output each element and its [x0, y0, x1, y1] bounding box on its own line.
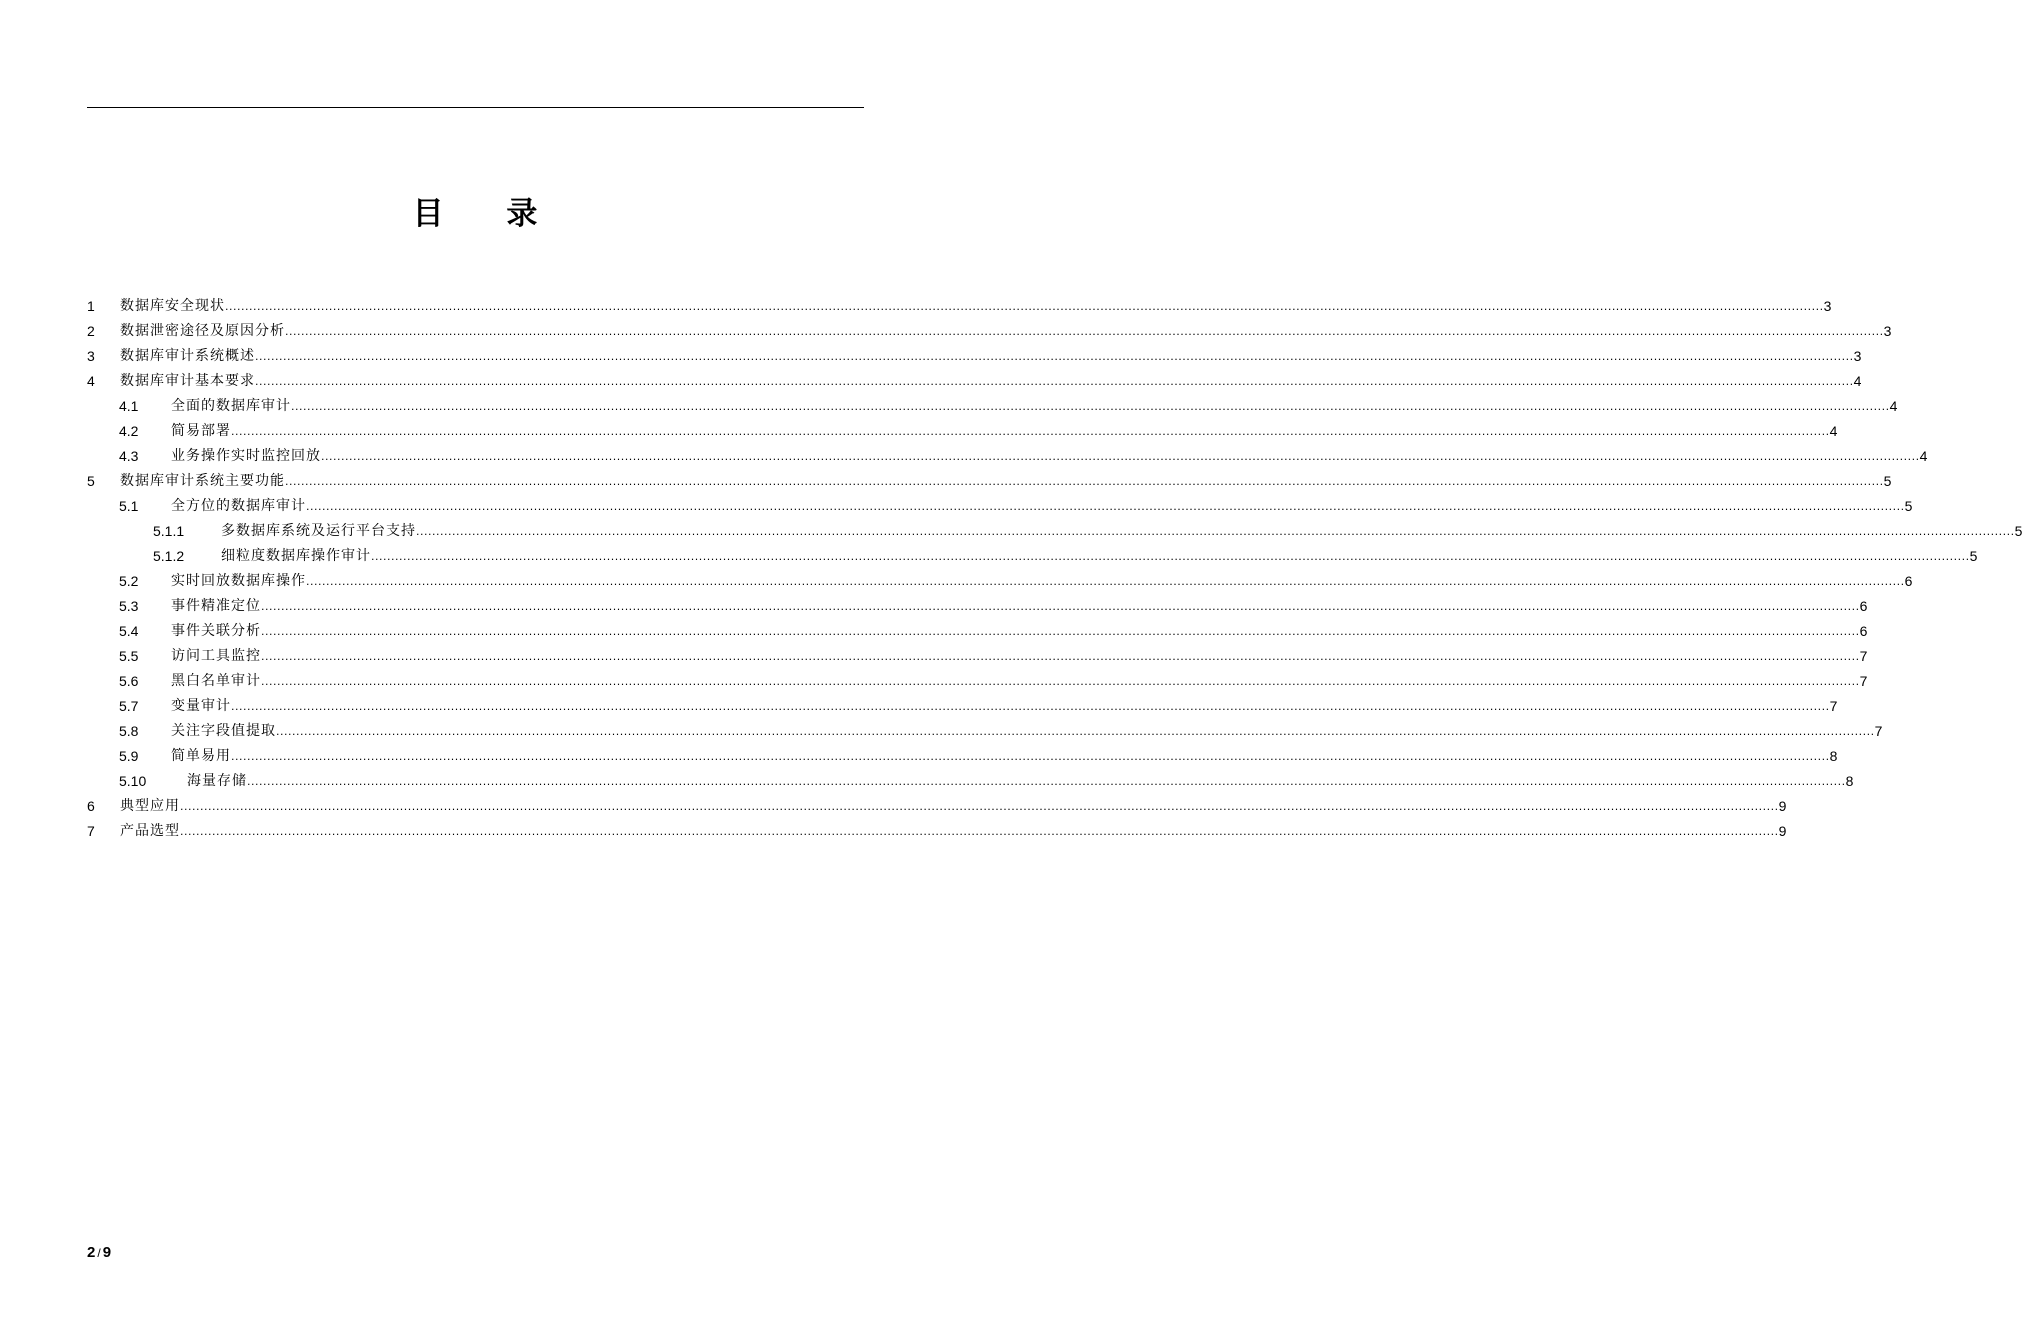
toc-entry-page-number: 7	[1829, 698, 1838, 714]
toc-entry-number: 5.4	[119, 623, 139, 639]
toc-entry-line	[171, 494, 1913, 519]
toc-entry[interactable]	[87, 744, 1838, 769]
toc-entry-line	[120, 294, 1832, 319]
toc-entry-title: 实时回放数据库操作	[171, 573, 306, 589]
toc-entry-page-number: 5	[2014, 523, 2022, 539]
dot-leader: ................................................................................................................................................................................................................................................................................................................................................................................................................	[180, 800, 1779, 813]
toc-entry[interactable]	[87, 294, 1832, 319]
toc-entry-title: 事件精准定位	[171, 598, 261, 614]
toc-entry-number: 4	[87, 373, 95, 389]
toc-entry-title: 事件关联分析	[171, 623, 261, 639]
toc-entry-page-number: 3	[1823, 298, 1832, 314]
toc-entry[interactable]	[87, 369, 1862, 394]
toc-entry-line	[120, 344, 1862, 369]
dot-leader: ................................................................................................................................................................................................................................................................................................................................................................................................................	[255, 350, 1854, 363]
toc-entry-number: 5.7	[119, 698, 139, 714]
table-of-contents	[87, 294, 2022, 844]
toc-entry-number: 5.3	[119, 598, 139, 614]
dot-leader: ................................................................................................................................................................................................................................................................................................................................................................................................................	[225, 300, 1824, 313]
dot-leader: ................................................................................................................................................................................................................................................................................................................................................................................................................	[285, 475, 1884, 488]
toc-entry-line	[221, 519, 2022, 544]
dot-leader: ................................................................................................................................................................................................................................................................................................................................................................................................................	[291, 400, 1890, 413]
toc-entry[interactable]	[87, 819, 1787, 844]
toc-entry-page-number: 6	[1904, 573, 1913, 589]
toc-entry-page-number: 4	[1853, 373, 1862, 389]
toc-entry-page-number: 4	[1829, 423, 1838, 439]
toc-entry-title: 细粒度数据库操作审计	[221, 548, 371, 564]
toc-entry-page-number: 5	[1883, 473, 1892, 489]
toc-entry-line	[171, 419, 1838, 444]
dot-leader: ................................................................................................................................................................................................................................................................................................................................................................................................................	[321, 450, 1920, 463]
toc-entry-line	[120, 369, 1862, 394]
toc-entry-number: 5.2	[119, 573, 139, 589]
toc-entry[interactable]	[87, 444, 1928, 469]
toc-entry-title: 数据库安全现状	[120, 298, 225, 314]
toc-entry-title: 产品选型	[120, 823, 180, 839]
toc-entry-line	[171, 594, 1868, 619]
toc-entry[interactable]	[87, 319, 1892, 344]
toc-entry-page-number: 3	[1853, 348, 1862, 364]
toc-entry-number: 1	[87, 298, 95, 314]
toc-entry-line	[221, 544, 1978, 569]
toc-entry-title: 简单易用	[171, 748, 231, 764]
toc-entry-page-number: 6	[1859, 623, 1868, 639]
toc-entry-number: 4.3	[119, 448, 139, 464]
toc-entry-line	[187, 769, 1854, 794]
toc-entry-page-number: 4	[1919, 448, 1928, 464]
dot-leader: ................................................................................................................................................................................................................................................................................................................................................................................................................	[231, 425, 1830, 438]
toc-entry-line	[120, 319, 1892, 344]
toc-entry-title: 多数据库系统及运行平台支持	[221, 523, 416, 539]
page-separator: /	[97, 1246, 101, 1260]
toc-entry-line	[120, 794, 1787, 819]
toc-entry-page-number: 9	[1778, 823, 1787, 839]
header-rule	[87, 107, 864, 108]
toc-entry[interactable]	[87, 719, 1883, 744]
toc-entry-line	[120, 819, 1787, 844]
current-page-number: 2	[87, 1244, 96, 1261]
toc-title: 目 录	[412, 196, 564, 232]
toc-entry[interactable]	[87, 494, 1913, 519]
toc-entry-page-number: 7	[1874, 723, 1883, 739]
toc-entry-line	[171, 744, 1838, 769]
toc-entry-title: 数据泄密途径及原因分析	[120, 323, 285, 339]
dot-leader: ................................................................................................................................................................................................................................................................................................................................................................................................................	[180, 825, 1779, 838]
toc-entry-title: 黑白名单审计	[171, 673, 261, 689]
toc-entry[interactable]	[87, 544, 1978, 569]
toc-entry-page-number: 4	[1889, 398, 1898, 414]
toc-entry[interactable]	[87, 644, 1868, 669]
toc-entry-number: 5.10	[119, 773, 147, 789]
dot-leader: ................................................................................................................................................................................................................................................................................................................................................................................................................	[231, 700, 1830, 713]
toc-entry-number: 4.1	[119, 398, 139, 414]
dot-leader: ................................................................................................................................................................................................................................................................................................................................................................................................................	[261, 650, 1860, 663]
dot-leader: ................................................................................................................................................................................................................................................................................................................................................................................................................	[276, 725, 1875, 738]
toc-entry-title: 数据库审计基本要求	[120, 373, 255, 389]
toc-entry-number: 5.6	[119, 673, 139, 689]
dot-leader: ................................................................................................................................................................................................................................................................................................................................................................................................................	[285, 325, 1884, 338]
page-footer	[87, 1244, 111, 1261]
dot-leader: ................................................................................................................................................................................................................................................................................................................................................................................................................	[255, 375, 1854, 388]
toc-entry-number: 5	[87, 473, 95, 489]
toc-entry[interactable]	[87, 394, 1898, 419]
toc-entry-page-number: 8	[1845, 773, 1854, 789]
dot-leader: ................................................................................................................................................................................................................................................................................................................................................................................................................	[261, 675, 1860, 688]
toc-entry-page-number: 5	[1969, 548, 1978, 564]
toc-entry-line	[171, 719, 1883, 744]
dot-leader: ................................................................................................................................................................................................................................................................................................................................................................................................................	[371, 550, 1970, 563]
toc-entry-number: 6	[87, 798, 95, 814]
toc-entry-line	[171, 694, 1838, 719]
toc-entry-title: 关注字段值提取	[171, 723, 276, 739]
toc-entry-title: 典型应用	[120, 798, 180, 814]
toc-entry-line	[171, 669, 1868, 694]
toc-entry[interactable]	[87, 469, 1892, 494]
dot-leader: ................................................................................................................................................................................................................................................................................................................................................................................................................	[261, 625, 1860, 638]
toc-entry-number: 4.2	[119, 423, 139, 439]
toc-entry-number: 5.1.1	[153, 523, 185, 539]
toc-entry-number: 5.5	[119, 648, 139, 664]
toc-entry-line	[171, 569, 1913, 594]
dot-leader: ................................................................................................................................................................................................................................................................................................................................................................................................................	[261, 600, 1860, 613]
toc-entry-title: 数据库审计系统主要功能	[120, 473, 285, 489]
toc-entry-number: 3	[87, 348, 95, 364]
toc-entry[interactable]	[87, 569, 1913, 594]
toc-entry-page-number: 7	[1859, 673, 1868, 689]
toc-entry-title: 海量存储	[187, 773, 247, 789]
toc-entry-page-number: 7	[1859, 648, 1868, 664]
toc-entry[interactable]	[87, 519, 2022, 544]
toc-entry[interactable]	[87, 619, 1868, 644]
dot-leader: ................................................................................................................................................................................................................................................................................................................................................................................................................	[306, 500, 1905, 513]
toc-entry-title: 全面的数据库审计	[171, 398, 291, 414]
toc-entry[interactable]	[87, 419, 1838, 444]
toc-entry[interactable]	[87, 794, 1787, 819]
dot-leader: ................................................................................................................................................................................................................................................................................................................................................................................................................	[247, 775, 1846, 788]
toc-entry-line	[171, 644, 1868, 669]
toc-entry-page-number: 3	[1883, 323, 1892, 339]
toc-entry-page-number: 8	[1829, 748, 1838, 764]
toc-entry-number: 5.1	[119, 498, 139, 514]
toc-entry-line	[171, 444, 1928, 469]
toc-entry-title: 业务操作实时监控回放	[171, 448, 321, 464]
toc-entry-title: 全方位的数据库审计	[171, 498, 306, 514]
toc-entry-title: 访问工具监控	[171, 648, 261, 664]
toc-entry-number: 5.1.2	[153, 548, 185, 564]
toc-entry-number: 2	[87, 323, 95, 339]
dot-leader: ................................................................................................................................................................................................................................................................................................................................................................................................................	[416, 525, 2015, 538]
toc-entry-title: 变量审计	[171, 698, 231, 714]
toc-entry-page-number: 5	[1904, 498, 1913, 514]
toc-entry[interactable]	[87, 769, 1854, 794]
toc-entry-number: 5.9	[119, 748, 139, 764]
toc-entry[interactable]	[87, 594, 1868, 619]
toc-entry-title: 简易部署	[171, 423, 231, 439]
dot-leader: ................................................................................................................................................................................................................................................................................................................................................................................................................	[306, 575, 1905, 588]
toc-entry[interactable]	[87, 669, 1868, 694]
toc-entry-page-number: 6	[1859, 598, 1868, 614]
total-page-count: 9	[102, 1244, 112, 1261]
dot-leader: ................................................................................................................................................................................................................................................................................................................................................................................................................	[231, 750, 1830, 763]
toc-entry[interactable]	[87, 694, 1838, 719]
toc-entry-line	[120, 469, 1892, 494]
toc-entry-title: 数据库审计系统概述	[120, 348, 255, 364]
toc-entry-line	[171, 394, 1898, 419]
toc-entry-page-number: 9	[1778, 798, 1787, 814]
toc-entry-number: 7	[87, 823, 95, 839]
toc-entry[interactable]	[87, 344, 1862, 369]
toc-entry-number: 5.8	[119, 723, 139, 739]
toc-entry-line	[171, 619, 1868, 644]
